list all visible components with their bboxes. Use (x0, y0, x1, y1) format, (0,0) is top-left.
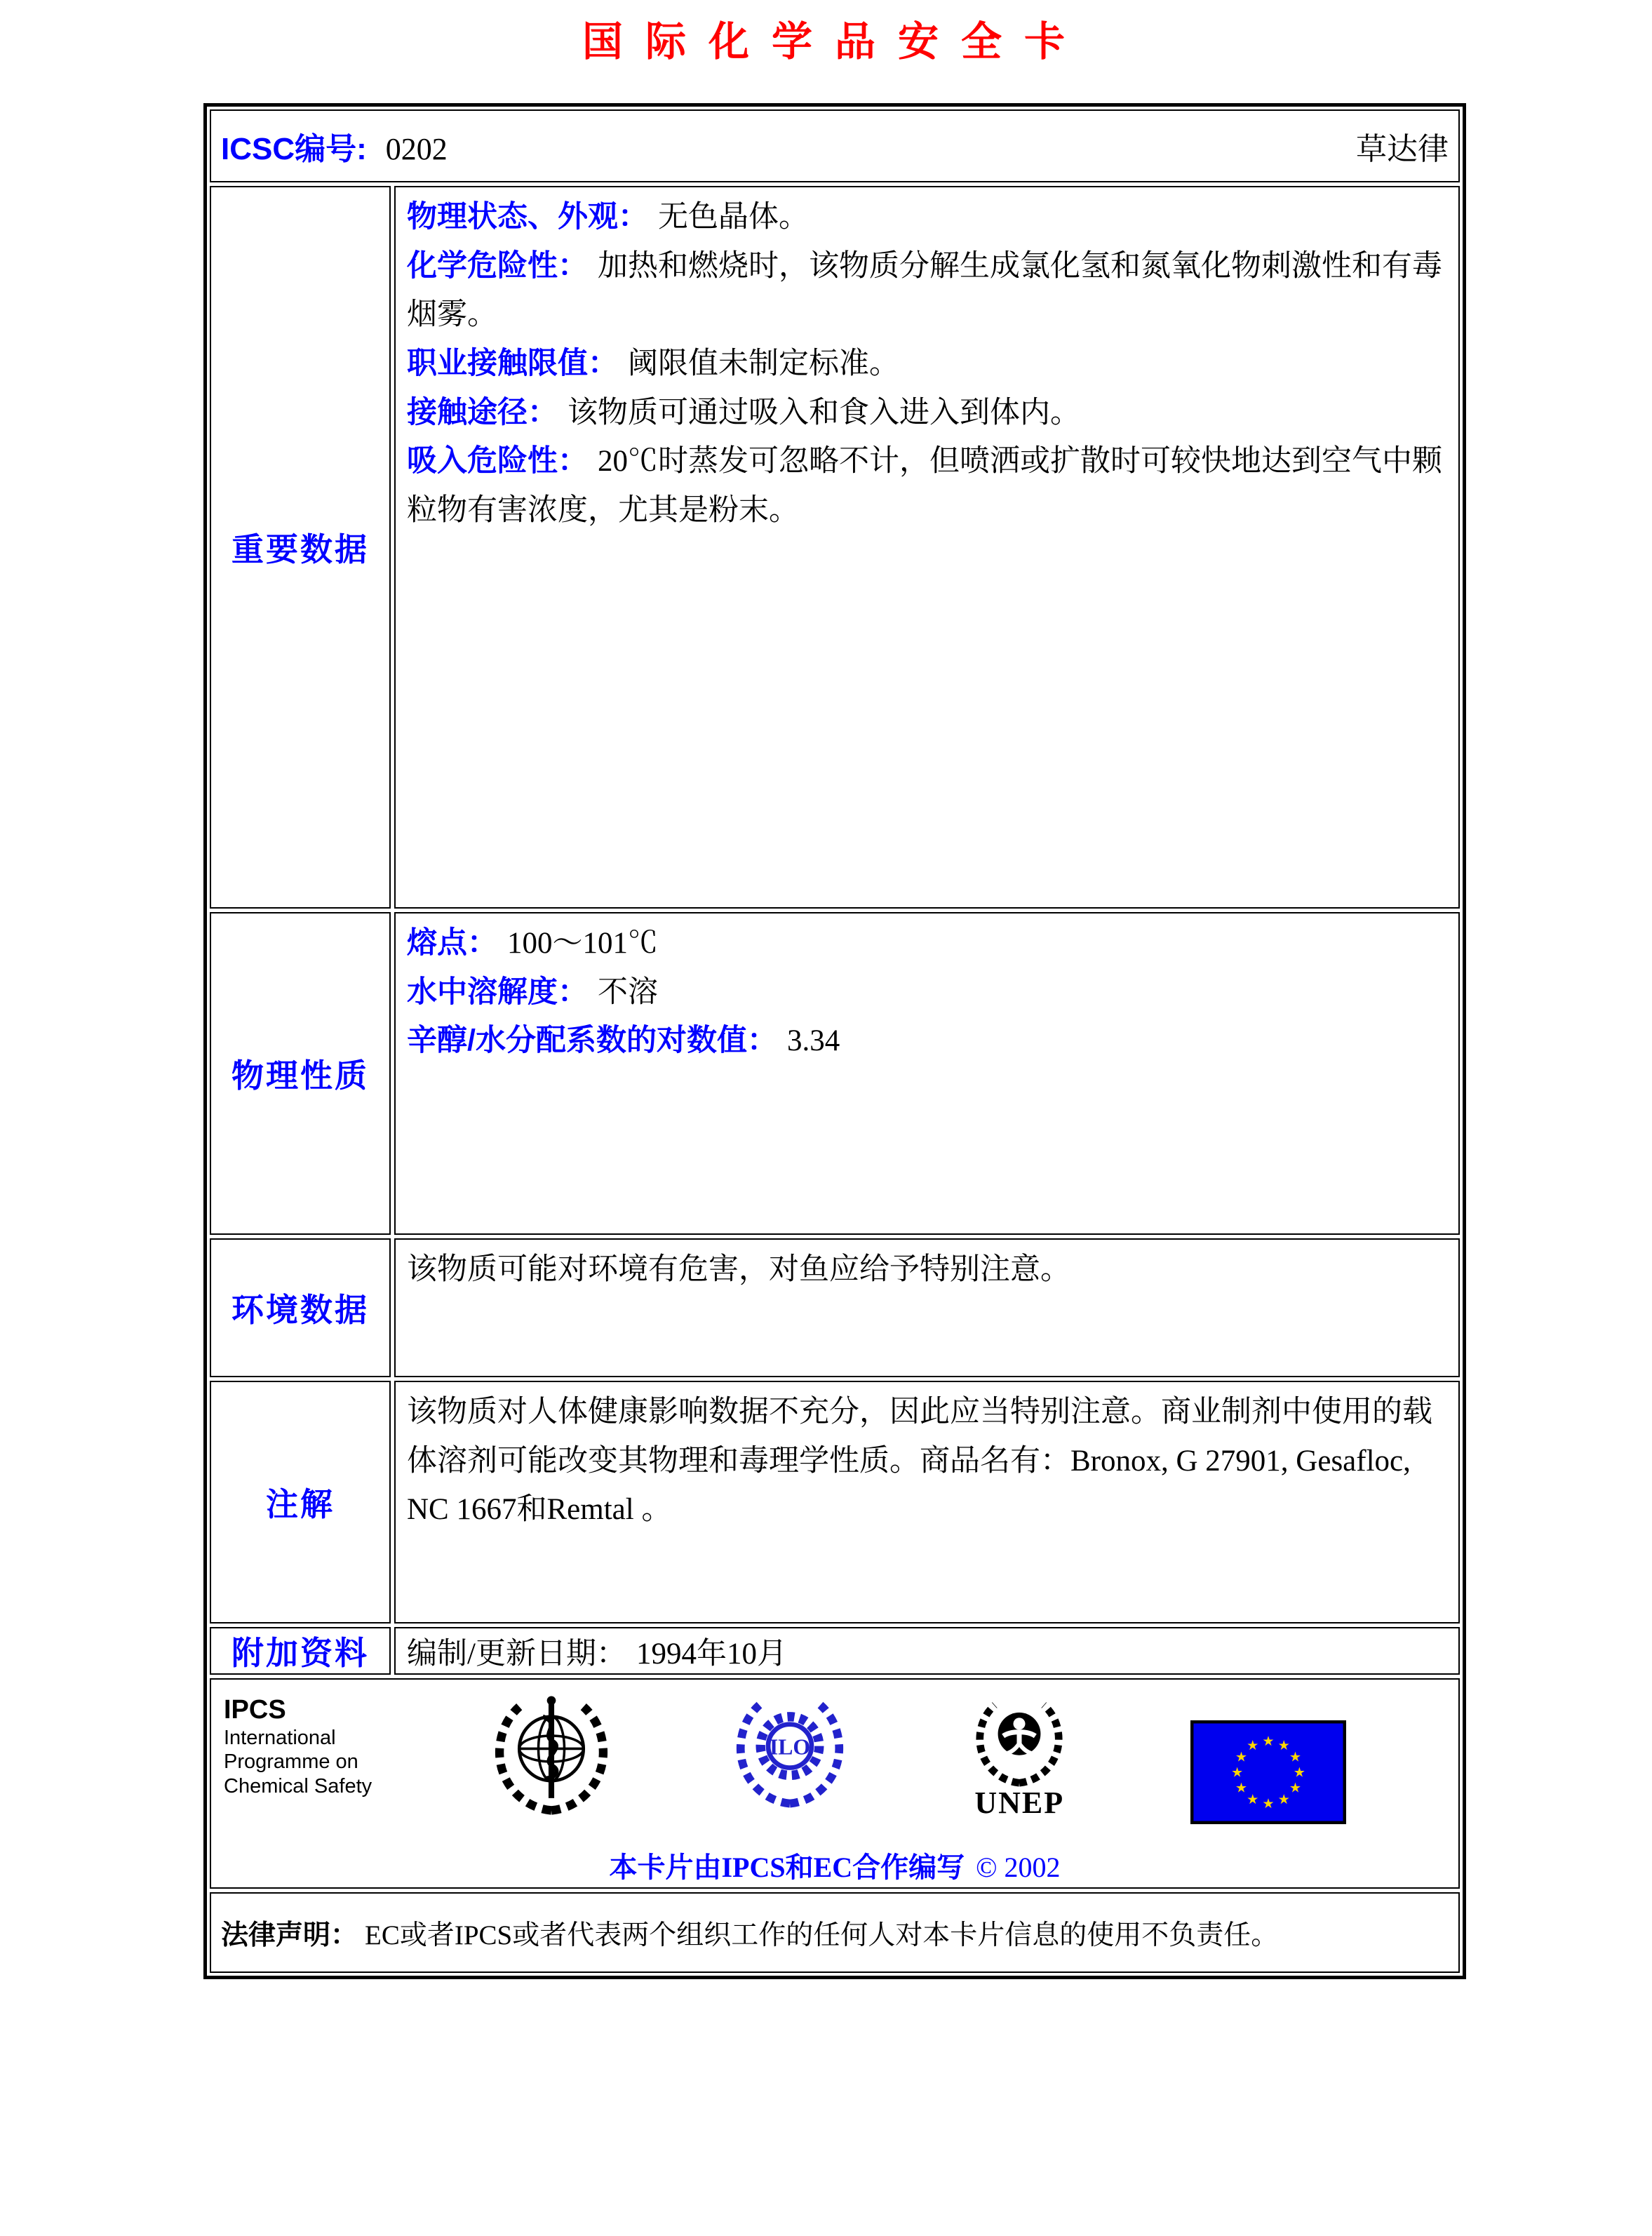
physical-properties-row (210, 912, 1460, 1235)
important-data-label-cell (210, 186, 391, 909)
additional-info-content-cell (394, 1627, 1460, 1675)
field-value: 100～101℃ (507, 927, 658, 960)
legal-text: EC或者IPCS或者代表两个组织工作的任何人对本卡片信息的使用不负责任。 (365, 1920, 1279, 1950)
physical-state-line (407, 193, 1447, 242)
notes-label-cell (210, 1381, 391, 1624)
section-label: 物理性质 (231, 1057, 369, 1094)
icsc-card-table (203, 103, 1466, 1979)
page-title: 国际化学品安全卡 (582, 19, 1087, 65)
field-label: 辛醇/水分配系数的对数值： (407, 1024, 777, 1058)
ipcs-line: International (224, 1726, 336, 1749)
ilo-letters: ILO (769, 1734, 810, 1760)
eu-flag-icon (1190, 1720, 1346, 1824)
svg-text:★: ★ (1277, 1737, 1290, 1754)
logos-cell (210, 1678, 1460, 1889)
important-data-row (210, 186, 1460, 909)
field-label: 职业接触限值： (407, 346, 618, 380)
unep-logo-block (966, 1691, 1073, 1821)
chemical-name: 草达律 (1356, 132, 1449, 166)
important-data-content-cell (394, 186, 1460, 909)
field-label: 接触途径： (407, 395, 558, 429)
ipcs-text-block (224, 1691, 372, 1799)
update-date-value: 1994年10月 (636, 1637, 787, 1671)
svg-text:★: ★ (1262, 1733, 1275, 1750)
partition-coefficient-line (407, 1017, 1447, 1066)
exposure-route-line (407, 389, 1447, 438)
unep-logo-icon (966, 1691, 1073, 1796)
field-value: 20℃时蒸发可忽略不计，但喷洒或扩散时可较快地达到空气中颗粒物有害浓度，尤其是粉末。 (407, 445, 1442, 527)
water-solubility-line (407, 968, 1447, 1017)
unep-label: UNEP (974, 1786, 1065, 1820)
ipcs-line: Chemical Safety (224, 1775, 372, 1798)
svg-text:★: ★ (1289, 1748, 1302, 1765)
environmental-data-text: 该物质可能对环境有危害，对鱼应给予特别注意。 (407, 1253, 1070, 1286)
inhalation-risk-line (407, 437, 1447, 535)
occupational-limit-line (407, 340, 1447, 389)
field-value: 加热和燃烧时，该物质分解生成氯化氢和氮氧化物刺激性和有毒烟雾。 (407, 249, 1442, 332)
chemical-danger-line (407, 242, 1447, 340)
additional-info-label-cell (210, 1627, 391, 1675)
svg-text:★: ★ (1235, 1779, 1248, 1796)
legal-cell (210, 1892, 1460, 1973)
credit-line (211, 1845, 1458, 1885)
environmental-data-content-cell (394, 1238, 1460, 1377)
header-cell (210, 109, 1460, 182)
svg-text:★: ★ (1289, 1779, 1302, 1796)
environmental-data-row (210, 1238, 1460, 1377)
field-value: 该物质可通过吸入和食入进入到体内。 (568, 396, 1080, 429)
section-label: 注解 (266, 1486, 335, 1522)
logos-row (210, 1678, 1460, 1889)
section-label: 环境数据 (231, 1292, 369, 1328)
field-value: 无色晶体。 (658, 201, 809, 234)
field-value: 不溶 (598, 975, 658, 1009)
physical-properties-label-cell (210, 912, 391, 1235)
who-logo-icon (490, 1691, 613, 1821)
field-label: 物理状态、外观： (407, 200, 648, 234)
ipcs-line: Programme on (224, 1750, 358, 1774)
legal-row (210, 1892, 1460, 1973)
svg-text:★: ★ (1247, 1737, 1259, 1754)
header-row (210, 109, 1460, 182)
icsc-number-value: 0202 (385, 132, 448, 166)
field-label: 化学危险性： (407, 248, 588, 283)
field-label: 吸入危险性： (407, 444, 588, 478)
section-label: 附加资料 (231, 1635, 369, 1671)
physical-properties-content-cell (394, 912, 1460, 1235)
copyright-text: © 2002 (976, 1852, 1061, 1883)
icsc-number-label: ICSC编号: (221, 132, 367, 166)
additional-info-row (210, 1627, 1460, 1675)
credit-text: 本卡片由IPCS和EC合作编写 (609, 1852, 965, 1883)
ipcs-acronym: IPCS (224, 1695, 286, 1725)
svg-text:★: ★ (1230, 1764, 1244, 1781)
field-value: 阈限值未制定标准。 (628, 347, 899, 380)
svg-text:★: ★ (1247, 1790, 1259, 1807)
field-label: 水中溶解度： (407, 975, 588, 1009)
field-value: 3.34 (786, 1024, 840, 1058)
svg-text:★: ★ (1277, 1790, 1290, 1807)
notes-text: 该物质对人体健康影响数据不充分，因此应当特别注意。商业制剂中使用的载体溶剂可能改变其物理和毒理学性质。商品名有：Bronox, G 27901, Gesafloc, NC 1667和Remtal 。 (407, 1395, 1432, 1527)
environmental-data-label-cell (210, 1238, 391, 1377)
icsc-number (221, 123, 448, 168)
melting-point-line (407, 919, 1447, 968)
notes-content-cell (394, 1381, 1460, 1624)
legal-label: 法律声明： (221, 1920, 358, 1950)
ilo-logo-icon (731, 1691, 849, 1813)
section-label: 重要数据 (231, 531, 369, 568)
svg-text:★: ★ (1262, 1795, 1275, 1812)
logos-strip (211, 1680, 1458, 1845)
notes-row (210, 1381, 1460, 1624)
svg-text:★: ★ (1235, 1748, 1248, 1765)
update-date-label: 编制/更新日期： (407, 1637, 626, 1671)
field-label: 熔点： (407, 926, 497, 960)
svg-text:★: ★ (1293, 1764, 1305, 1781)
